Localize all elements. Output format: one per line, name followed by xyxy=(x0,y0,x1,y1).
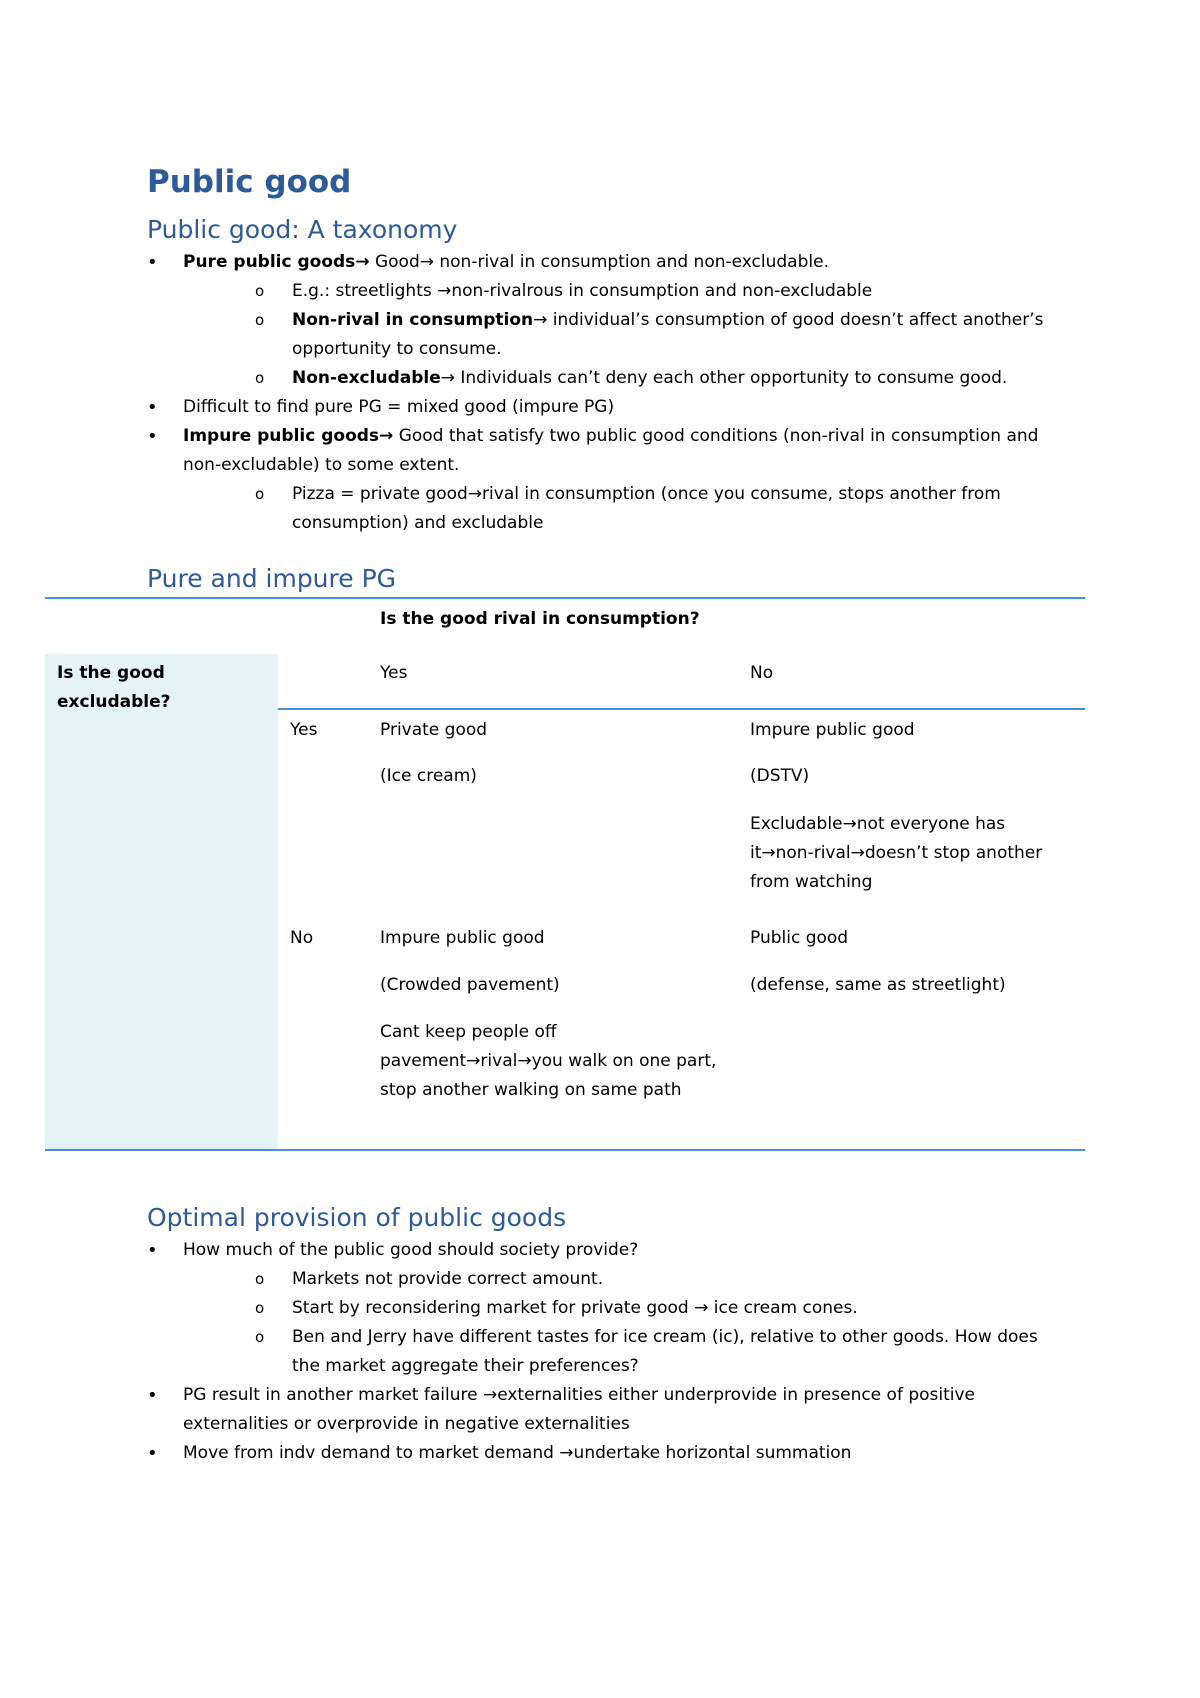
cell-impure-pavement-note: Cant keep people off pavement→rival→you walk on one part, stop another walking on same path xyxy=(380,1022,717,1100)
cell-impure-dstv-example: (DSTV) xyxy=(750,766,810,786)
column-header-yes: Yes xyxy=(380,663,408,683)
taxonomy-list xyxy=(147,248,1047,538)
sub-list xyxy=(183,277,1047,393)
list-item: • Impure public goods→ Good that satisfy two public good conditions (non-rival in consumption and non-excludable) to some extent. o Pizza = private good→rival in consumption (once you consume, stops another from consumption) and excludable xyxy=(147,422,1047,538)
term-pure-public-goods: Pure public goods xyxy=(183,252,356,272)
sub-list-item: o E.g.: streetlights →non-rivalrous in consumption and non-excludable xyxy=(183,277,1047,306)
cell-impure-pavement-example: (Crowded pavement) xyxy=(380,975,560,995)
table-bottom-rule xyxy=(45,1149,1085,1151)
table-top-rule xyxy=(45,597,1085,599)
section-heading-taxonomy: Public good: A taxonomy xyxy=(147,215,458,244)
cell-private-good-title: Private good xyxy=(380,720,488,740)
cell-public-good-title: Public good xyxy=(750,928,849,948)
optimal-provision-list xyxy=(147,1236,1047,1468)
cell-private-good-example: (Ice cream) xyxy=(380,766,477,786)
page-title: Public good xyxy=(147,164,352,200)
sub-list-item: o Start by reconsidering market for private good → ice cream cones. xyxy=(183,1294,1047,1323)
column-header-no: No xyxy=(750,663,774,683)
sub-list xyxy=(183,480,1047,538)
column-question: Is the good rival in consumption? xyxy=(380,609,700,629)
cell-impure-dstv-note: Excludable→not everyone has it→non-rival→doesn’t stop another from watching xyxy=(750,814,1043,892)
section-heading-pure-impure: Pure and impure PG xyxy=(147,564,397,593)
sub-list xyxy=(183,1265,1047,1381)
sub-list-item: o Ben and Jerry have different tastes for ice cream (ic), relative to other goods. How does the market aggregate their preferences? xyxy=(183,1323,1047,1381)
list-item: • How much of the public good should society provide? o Markets not provide correct amount. o Start by reconsidering market for private good → ice cream cones. o Ben and Jerry have different tastes for ice cream (ic), relative to other goods. How does the market aggregate their preferences? xyxy=(147,1236,1047,1381)
row-header-no: No xyxy=(290,928,314,948)
cell-public-good-example: (defense, same as streetlight) xyxy=(750,975,1006,995)
arrow-glyph: → xyxy=(355,252,370,272)
sub-list-item: o Non-rival in consumption→ individual’s consumption of good doesn’t affect another’s opportunity to consume. xyxy=(183,306,1047,364)
sub-list-item: o Markets not provide correct amount. xyxy=(183,1265,1047,1294)
row-question: Is the good excludable? xyxy=(57,663,171,712)
list-item: • Pure public goods→ Good→ non-rival in consumption and non-excludable. o E.g.: streetlights →non-rivalrous in consumption and non-excludable o Non-rival in consumption→ individual’s consumption of good doesn’t affect another’s opportunity to consume. o Non-excludable→ Individuals can’t deny each other opportunity to consume good. xyxy=(147,248,1047,393)
row-header-shading xyxy=(45,654,278,1149)
list-item: • Difficult to find pure PG = mixed good (impure PG) xyxy=(147,393,1047,422)
sub-list-item: o Non-excludable→ Individuals can’t deny each other opportunity to consume good. xyxy=(183,364,1047,393)
cell-impure-pavement-title: Impure public good xyxy=(380,928,545,948)
row-header-yes: Yes xyxy=(290,720,318,740)
section-heading-optimal-provision: Optimal provision of public goods xyxy=(147,1203,567,1232)
cell-impure-dstv-title: Impure public good xyxy=(750,720,915,740)
list-item: • Move from indv demand to market demand →undertake horizontal summation xyxy=(147,1439,1047,1468)
sub-list-item: o Pizza = private good→rival in consumption (once you consume, stops another from consumption) and excludable xyxy=(183,480,1047,538)
table-header-rule xyxy=(278,708,1085,710)
list-item: • PG result in another market failure →externalities either underprovide in presence of positive externalities or overprovide in negative externalities xyxy=(147,1381,1047,1439)
term-impure-public-goods: Impure public goods→ xyxy=(183,426,394,446)
